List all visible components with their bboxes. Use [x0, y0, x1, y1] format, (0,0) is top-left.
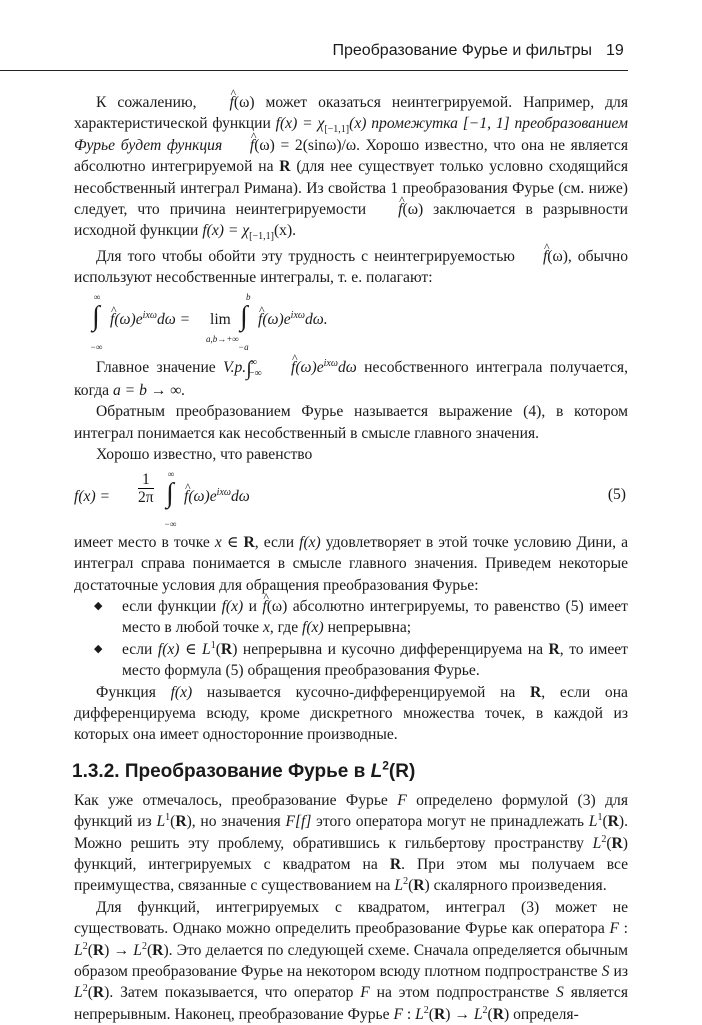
header-rule	[0, 70, 628, 71]
formula-improper-integral: ∞ ∫ −∞ ^ $f(\omega)e^{ix\omega}d\omega$ = lim a,b→+∞ b ∫ −a ^ $f(\omega)e^{ix\omega}d\omega$.	[74, 289, 628, 355]
header-title: Преобразование Фурье и фильтры	[332, 42, 592, 59]
conditions-list	[74, 596, 628, 682]
bullet-icon: ◆	[94, 642, 103, 655]
paragraph-6: имеет место в точке x ∈ R, если f(x) удовлетворяет в этой точке условию Дини, а интеграл справа понимается в смысле главного значения. Приведем некоторые достаточные условия для обращения преобразования Фурье:	[74, 533, 628, 594]
paragraph-4: Обратным преобразованием Фурье называется выражение (4), в котором интеграл понимается как несобственный в смысле главного значения.	[74, 403, 628, 442]
running-header	[0, 36, 702, 76]
list-item: ◆ если функции f(x) и ^ f(ω) абсолютно интегрируемы, то равенство (5) имеет место в любой точке x, где f(x) непрерывна;	[74, 596, 628, 639]
paragraph-2: Для того чтобы обойти эту трудность с неинтегрируемостью ^ f(ω), обычно используют несобственные интегралы, т. е. полагают:	[74, 246, 628, 289]
list-item: ◆ если f(x) ∈ $L^1(R)$ непрерывна и кусочно дифференцируема на R, то имеет место формула (5) обращения преобразования Фурье.	[94, 639, 628, 680]
section-heading: 1.3.2. Преобразование Фурье в $L^2(R)$	[72, 758, 416, 782]
paragraph-3: Главное значение $V.p.\int^\infty_{-\infty}$ ^ $f(\omega)e^{ix\omega}d\omega$ несобственного интеграла получается, когда a = b → ∞.	[74, 357, 628, 402]
paragraph-7: Функция f(x) называется кусочно-дифференцируемой на R, если она дифференцируема всюду, кроме дискретного множества точек, в каждой из которых она имеет односторонние производные.	[74, 683, 628, 744]
paragraph-1: К сожалению, ^ f(ω) может оказаться неинтегрируемой. Например, для характеристической функции $f(x) = \chi_{[-1,1]}(x)$ промежутка [−1, 1] преобразованием Фурье будет функция ^ f(ω) = 2(sinω)/ω. Хорошо известно, что она не является абсолютно интегрируемой на R (для нее существует только условно сходящийся несобственный интеграл Римана). Из свойства 1 преобразования Фурье (см. ниже) следует, что причина неинтегрируемости ^ f(ω) заключается в разрывности исходной функции $f(x) = \chi_{[-1,1]}(x)$.	[74, 92, 628, 242]
page-number: 19	[606, 42, 624, 59]
paragraph-9: Для функций, интегрируемых с квадратом, интеграл (3) может не существовать. Однако можно определить преобразование Фурье как оператора F : $L^2(R) \to L^2(R)$. Это делается по следующей схеме. Сначала определяется обычным образом преобразование Фурье на некотором всюду плотном подпространстве S из $L^2(R)$. Затем показывается, что оператор F на этом подпространстве S является непрерывным. Наконец, преобразование Фурье F : $L^2(R) \to L^2(R)$ определя-	[74, 898, 629, 1023]
equation-number: (5)	[607, 485, 626, 503]
paragraph-8: Как уже отмечалось, преобразование Фурье F определено формулой (3) для функций из $L^1(R)$, но значения F[f] этого оператора могут не принадлежать $L^1(R)$. Можно решить эту проблему, обратившись к гильбертову пространству $L^2(R)$ функций, интегрируемых с квадратом на R. При этом мы получаем все преимущества, связанные с существованием на $L^2(R)$ скалярного произведения.	[74, 791, 628, 895]
page-body	[74, 92, 628, 1025]
paragraph-5: Хорошо известно, что равенство	[96, 446, 313, 464]
bullet-icon: ◆	[94, 599, 103, 612]
formula-5-inverse: f(x) = $\frac{1}{2\pi}$ ∞ ∫ −∞ ^ $f(\omega)e^{ix\omega}d\omega$ (5)	[74, 466, 628, 532]
